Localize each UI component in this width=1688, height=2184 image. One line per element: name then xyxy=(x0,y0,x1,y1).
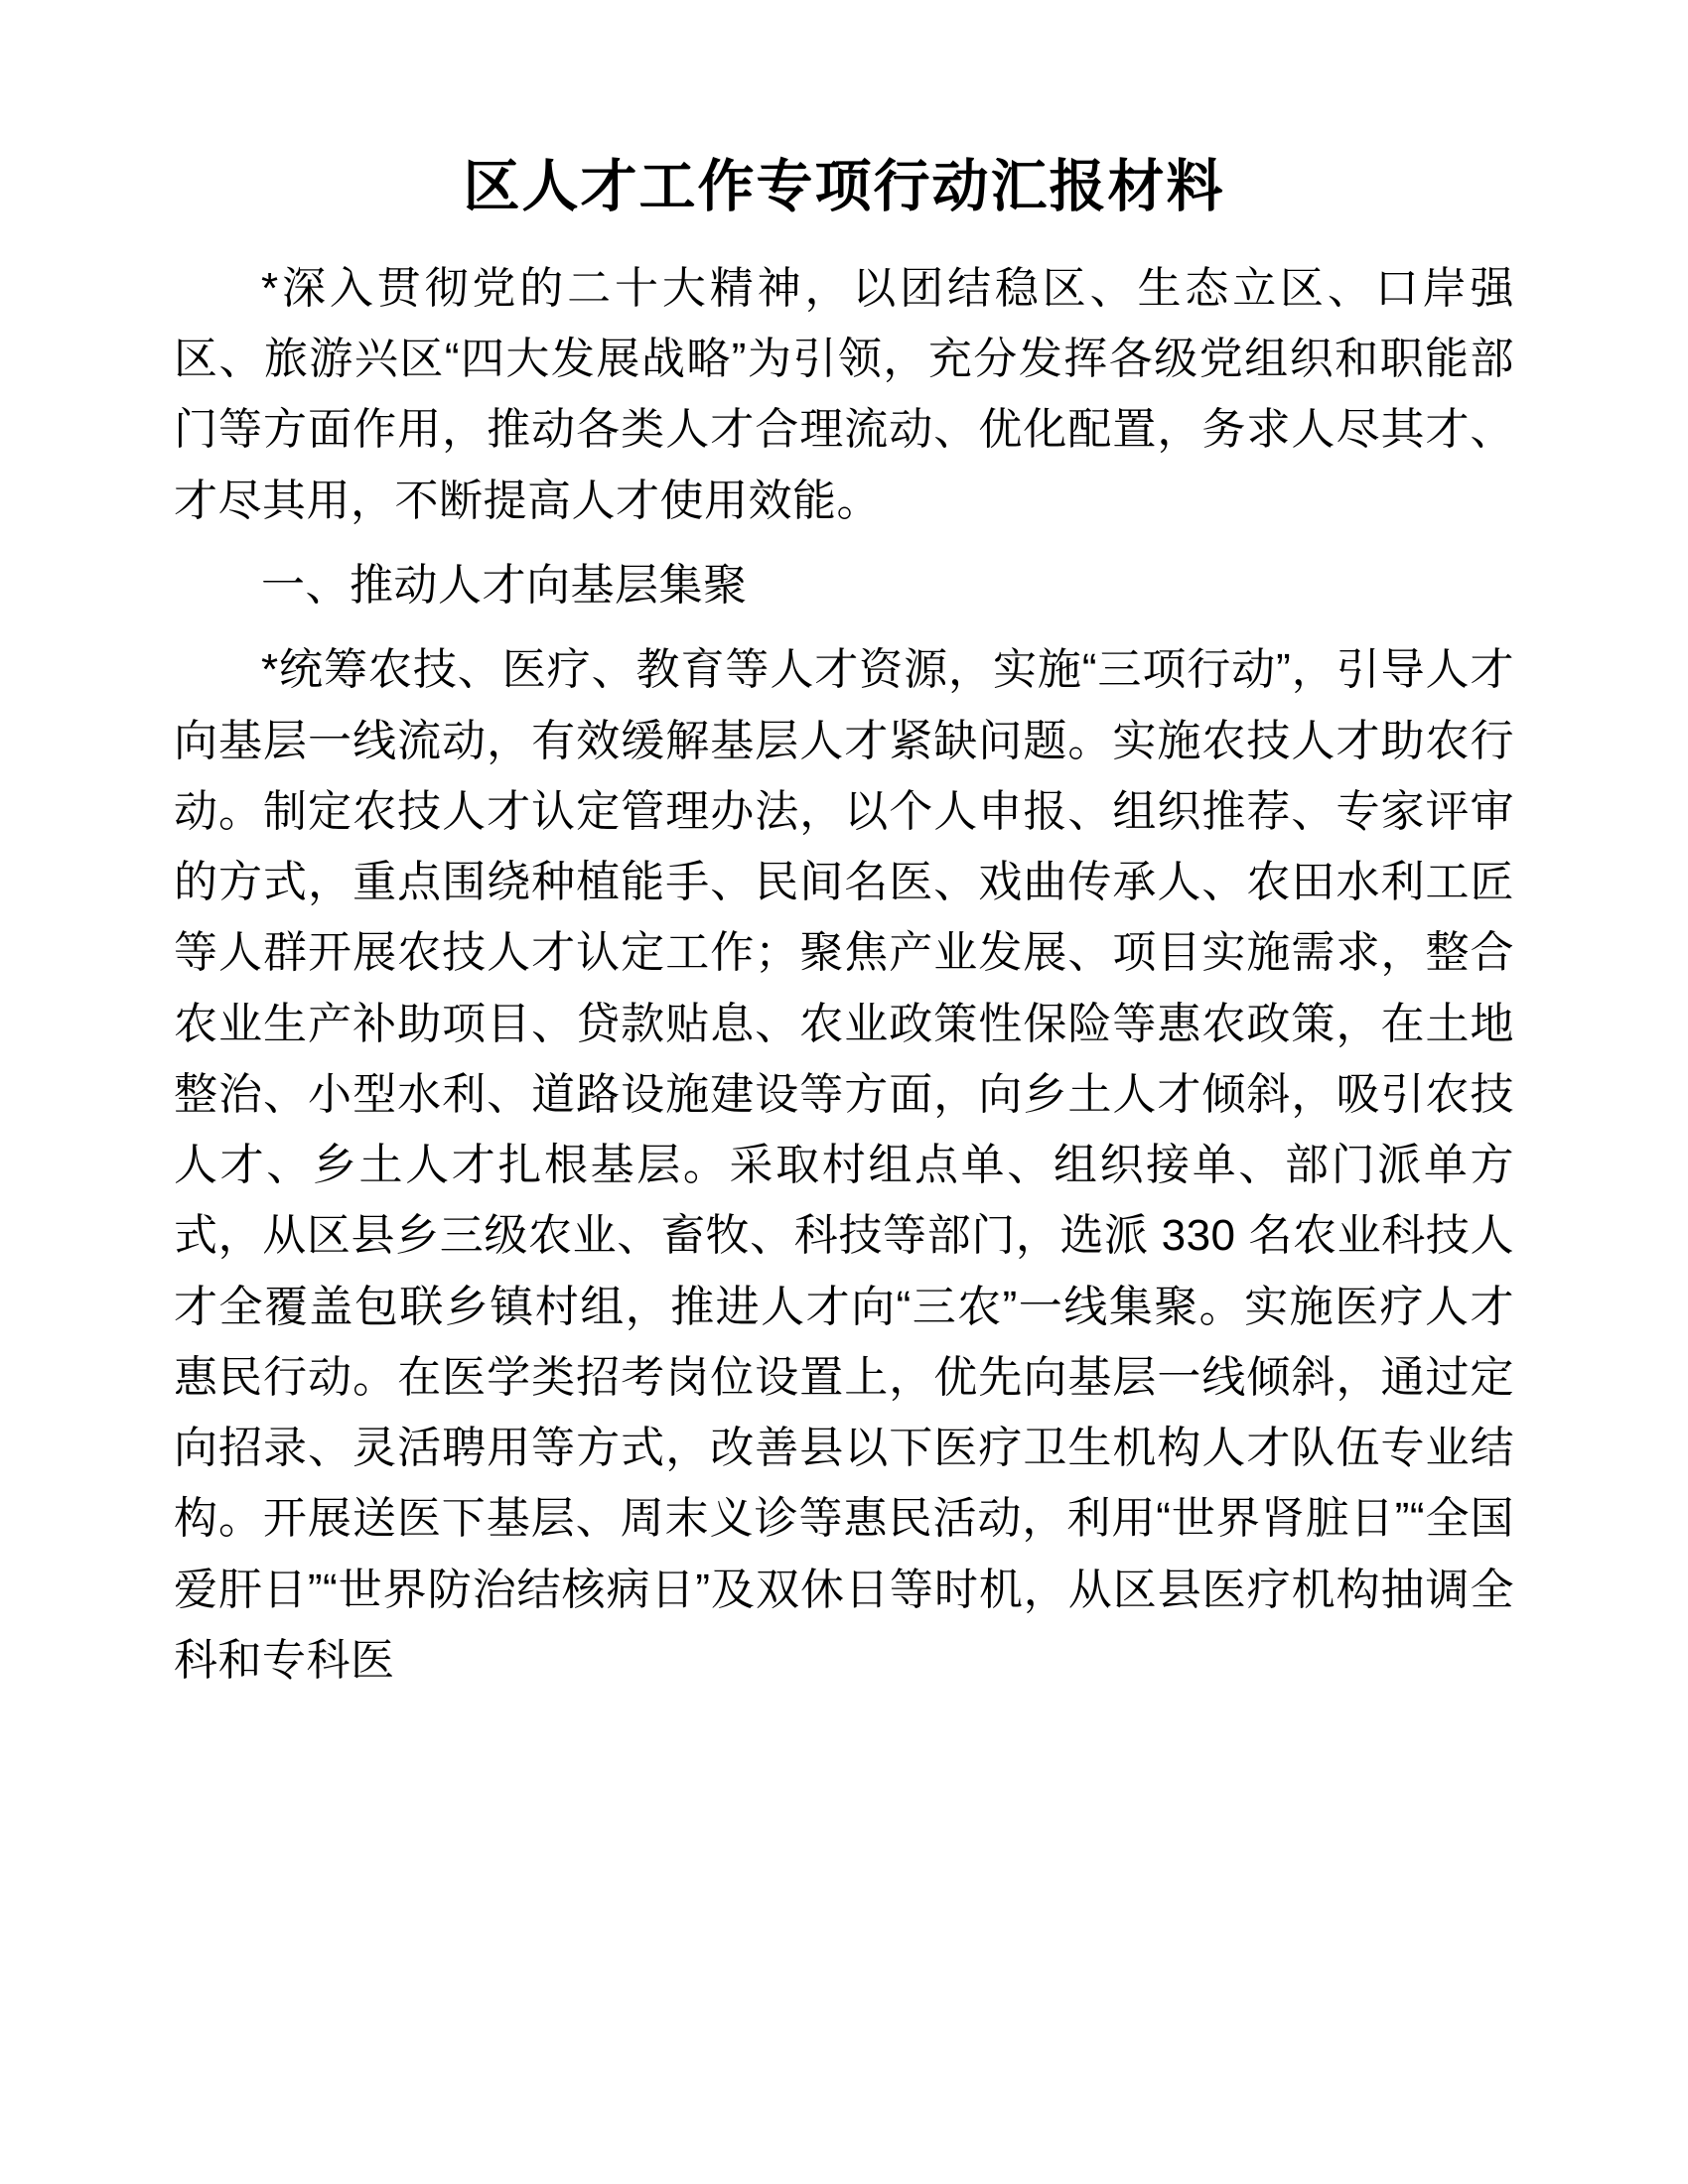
paragraph-intro: *深入贯彻党的二十大精神，以团结稳区、生态立区、口岸强区、旅游兴区“四大发展战略”为引领，充分发挥各级党组织和职能部门等方面作用，推动各类人才合理流动、优化配置，务求人尽其才、才尽其用，不断提高人才使用效能。 xyxy=(174,263,1514,525)
section-heading-1: 一、推动人才向基层集聚 xyxy=(261,561,748,610)
paragraph-section-1-body: *统筹农技、医疗、教育等人才资源，实施“三项行动”，引导人才向基层一线流动，有效缓解基层人才紧缺问题。实施农技人才助农行动。制定农技人才认定管理办法，以个人申报、组织推荐、专家评审的方式，重点围绕种植能手、民间名医、戏曲传承人、农田水利工匠等人群开展农技人才认定工作；聚焦产业发展、项目实施需求，整合农业生产补助项目、贷款贴息、农业政策性保险等惠农政策，在土地整治、小型水利、道路设施建设等方面，向乡土人才倾斜，吸引农技人才、乡土人才扎根基层。采取村组点单、组织接单、部门派单方式，从区县乡三级农业、畜牧、科技等部门，选派 330 名农业科技人才全覆盖包联乡镇村组，推进人才向“三农”一线集聚。实施医疗人才惠民行动。在医学类招考岗位设置上，优先向基层一线倾斜，通过定向招录、灵活聘用等方式，改善县以下医疗卫生机构人才队伍专业结构。开展送医下基层、周末义诊等惠民活动，利用“世界肾脏日”“全国爱肝日”“世界防治结核病日”及双休日等时机，从区县医疗机构抽调全科和专科医 xyxy=(174,645,1514,1685)
page-title: 区人才工作专项行动汇报材料 xyxy=(463,155,1225,218)
